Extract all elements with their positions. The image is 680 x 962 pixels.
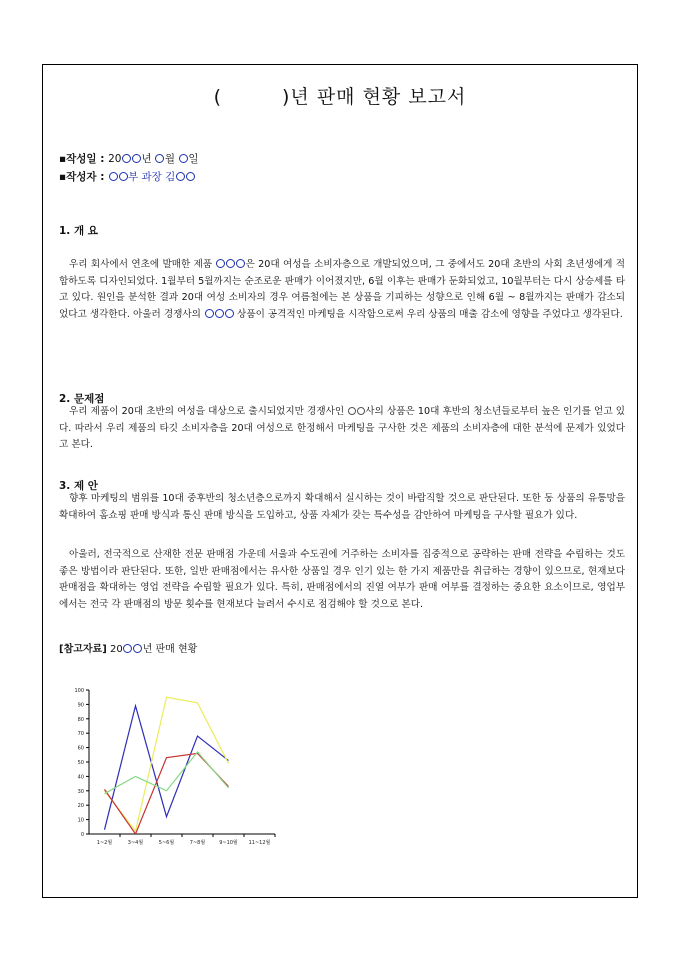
chart-y-tick-label: 90: [77, 702, 84, 709]
chart-y-tick-label: 60: [77, 745, 84, 752]
section-1-paragraph: [59, 257, 625, 323]
placeholder-circle-icon: [205, 309, 214, 318]
chart-x-tick-label: 3~4월: [127, 840, 144, 846]
placeholder-circle-icon: [133, 644, 142, 653]
section-3-paragraph-1: 향후 마케팅의 범위를 10대 중후반의 청소년층으로까지 확대해서 실시하는 것이 바람직할 것으로 판단된다. 또한 동 상품의 유통망을 확대하여 홈쇼핑 판매 방식과 통신 판매 방식을 도입하고, 상품 자체가 갖는 특수성을 감안하여 마케팅을 구사할 필요가 있다.: [59, 493, 625, 521]
placeholder-circle-icon: [179, 154, 188, 163]
author-label: ▪작성자 :: [59, 171, 109, 183]
placeholder-circle-icon: [186, 172, 195, 181]
date-month-suffix: 월: [164, 153, 179, 165]
chart-x-tick-label: 5~6월: [158, 840, 175, 846]
section-1-text-c: 상품이 공격적인 마케팅을 시작함으로써 우리 상품의 매출 감소에 영향을 주었다고 생각된다.: [234, 308, 623, 320]
section-2-heading: 2. 문제점: [59, 393, 105, 405]
author-line: [59, 169, 195, 184]
placeholder-circle-icon: [176, 172, 185, 181]
section-1-text-b: 은 20대 여성을 소비자층으로 개발되었으며, 그 중에서도 20대 초반의 사회 초년생에게 적합하도록 디자인되었다. 1월부터 5월까지는 순조로운 판매가 이어졌지만, 6월 이후는 판매가 둔화되었고, 10월부터는 다시 상승세를 타고 있다. 원인을 분석한 결과 20대 여성 소비자의 경우 여름철에는 본 상품을 기피하는 성향으로 인해 6월 ~ 8월까지는 판매가 감소되었다고 생각한다. 아울러 경쟁사의: [59, 259, 625, 320]
chart-y-tick-label: 70: [77, 731, 84, 738]
date-label: ▪작성일 :: [59, 153, 109, 165]
placeholder-circle-icon: [123, 644, 132, 653]
sales-line-chart: [63, 682, 283, 856]
placeholder-circle-icon: [348, 407, 356, 415]
date-year-suffix: 년: [141, 153, 155, 165]
section-3-paragraph-2: 아울러, 전국적으로 산재한 전문 판매점 가운데 서울과 수도권에 거주하는 소비자를 집중적으로 공략하는 판매 전략을 수립하는 것도 좋은 방법이라 판단된다. 또한, 일반 판매점에서는 유사한 상품일 경우 인기 있는 한 가지 제품만을 취급하는 경향이 있으므로, 현재보다 판매점을 확대하는 영업 전략을 수립할 필요가 있다. 특히, 판매점에서의 진열 여부가 판매 여부를 결정하는 중요한 요소이므로, 영업부에서는 전국 각 판매점의 방문 횟수를 현재보다 늘려서 수시로 점검해야 할 것으로 본다.: [59, 549, 625, 610]
chart-svg: [63, 682, 283, 852]
reference-year-prefix: 20: [106, 644, 123, 655]
section-3-heading: 3. 제 안: [59, 480, 98, 492]
chart-x-tick-label: 7~8월: [189, 840, 206, 846]
placeholder-circle-icon: [109, 172, 118, 181]
placeholder-circle-icon: [132, 154, 141, 163]
placeholder-circle-icon: [357, 407, 365, 415]
placeholder-circle-icon: [226, 259, 235, 268]
chart-series-line-1: [105, 706, 229, 830]
section-2-paragraph: [59, 404, 625, 454]
author-dept-suffix: 부 과장 김: [128, 171, 176, 183]
placeholder-circle-icon: [122, 154, 131, 163]
section-1-text-a: 우리 회사에서 연초에 발매한 제품: [69, 259, 216, 270]
chart-y-tick-label: 10: [77, 817, 84, 824]
report-page: [42, 64, 638, 898]
placeholder-circle-icon: [119, 172, 128, 181]
date-line: [59, 151, 199, 166]
section-2-text-b: 사의 상품은 10대 후반의 청소년들로부터 높은 인기를 얻고 있다. 따라서 우리 제품의 타깃 소비자층을 20대 여성으로 한정해서 마케팅을 구사한 것은 제품의 소비자층에 대한 분석에 문제가 있었다고 본다.: [59, 406, 625, 450]
date-day-suffix: 일: [188, 153, 199, 165]
chart-y-tick-label: 50: [77, 760, 84, 766]
chart-y-tick-label: 20: [77, 803, 84, 810]
section-2-text-a: 우리 제품이 20대 초반의 여성을 대상으로 출시되었지만 경쟁사인: [69, 406, 348, 417]
reference-label: [참고자료]: [59, 644, 107, 655]
placeholder-circle-icon: [216, 259, 225, 268]
report-title: ( )년 판매 현황 보고서: [213, 86, 467, 108]
chart-y-tick-label: 100: [74, 688, 84, 694]
chart-y-tick-label: 80: [77, 716, 84, 723]
chart-x-tick-label: 11~12월: [248, 840, 271, 846]
chart-x-tick-label: 1~2월: [96, 840, 113, 846]
reference-caption: [59, 640, 197, 655]
placeholder-circle-icon: [155, 154, 164, 163]
section-1-heading: 1. 개 요: [59, 225, 98, 237]
chart-x-tick-label: 9~10월: [219, 840, 238, 846]
reference-caption-suffix: 년 판매 현황: [142, 644, 198, 655]
placeholder-circle-icon: [225, 309, 234, 318]
chart-y-tick-label: 40: [77, 774, 84, 781]
chart-y-tick-label: 30: [77, 788, 84, 795]
chart-y-tick-label: 0: [80, 832, 84, 838]
date-year-prefix: 20: [108, 153, 122, 165]
placeholder-circle-icon: [236, 259, 245, 268]
placeholder-circle-icon: [215, 309, 224, 318]
chart-series-line-2: [105, 697, 229, 831]
